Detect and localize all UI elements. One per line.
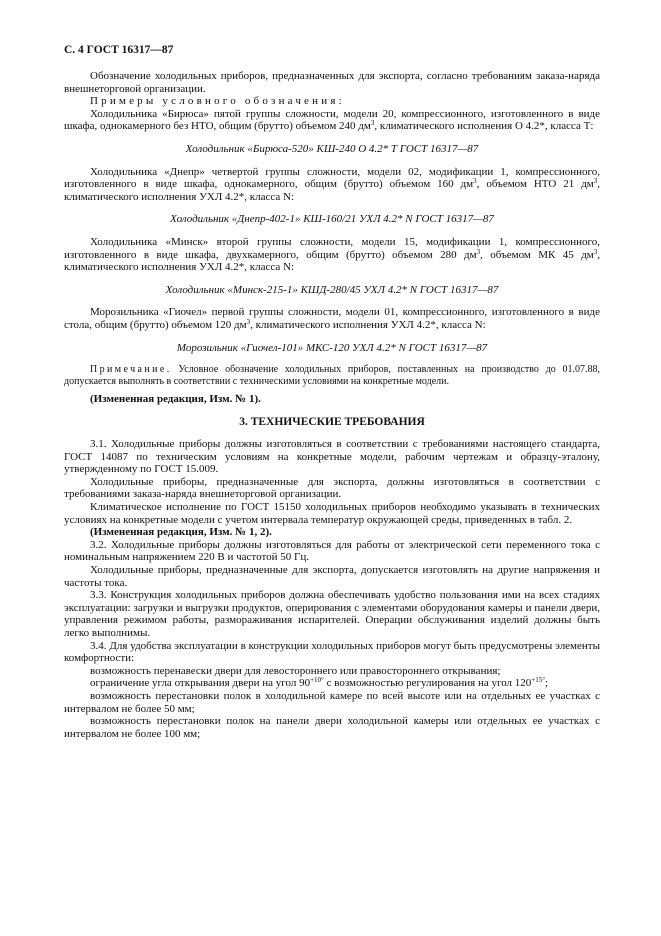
clause-3-1-export: Холодильные приборы, предназначенные для экспорта, должны изготовляться в соответствии с требованиями заказа-наряда внешнеторговой организации. <box>64 475 600 501</box>
example-2-designation: Холодильник «Днепр-402-1» КШ-160/21 УХЛ 4.2* N ГОСТ 16317—87 <box>170 213 494 226</box>
note-label: Примечание. <box>90 364 172 376</box>
example-1-text: Холодильника «Бирюса» пятой группы сложности, модели 20, компрессионного, изготовленного в виде шкафа, однокамерного без НТО, общим (брутто) объемом 240 $дм^3$, климатического исполнения О 4.2*, класса Т: <box>64 107 600 133</box>
clause-3-1: 3.1. Холодильные приборы должны изготовляться в соответствии с требованиями настоящего стандарта, ГОСТ 14087 по техническим условиям на конкретные модели, рабочим чертежам и образцу-эталону, утвержденному по ГОСТ 15.009. <box>64 438 600 476</box>
clause-3-1-climate: Климатическое исполнение по ГОСТ 15150 холодильных приборов необходимо указывать в технических условиях на конкретные модели с учетом интервала температур окружающей среды, приведенных в табл. 2. <box>64 501 600 526</box>
note-paragraph <box>64 364 600 387</box>
intro-paragraph: Обозначение холодильных приборов, предназначенных для экспорта, согласно требованиям заказа-наряда внешнеторговой организации. <box>64 70 600 95</box>
running-header: С. 4 ГОСТ 16317—87 <box>64 44 174 56</box>
example-2-text: Холодильника «Днепр» четвертой группы сложности, модели 02, модификации 1, компрессионного, изготовленного в виде шкафа, однокамерного, общим (брутто) объемом 160 $дм^3$, объемом НТО 21 $дм^3$, климатического исполнения УХЛ 4.2*, класса N: <box>64 165 601 203</box>
section-3-title: 3. ТЕХНИЧЕСКИЕ ТРЕБОВАНИЯ <box>239 415 425 428</box>
example-4-designation: Морозильник «Гиочел-101» МКС-120 УХЛ 4.2* N ГОСТ 16317—87 <box>176 341 488 354</box>
clause-3-3: 3.3. Конструкция холодильных приборов должна обеспечивать удобство пользования ими на всех стадиях эксплуатации: загрузки и выгрузки продуктов, оперирования с элементами оборудования камеры и панели двери, управления режимом работы, размораживания испарителей. Операции обслуживания изделий должны быть легко выполнимы. <box>64 589 600 639</box>
clause-3-2: 3.2. Холодильные приборы должны изготовляться для работы от электрической сети переменного тока с номинальным напряжением 220 В и частотой 50 Гц. <box>64 538 600 564</box>
example-4-text: Морозильника «Гиочел» первой группы сложности, модели 01, компрессионного, изготовленного в виде стола, общим (брутто) объемом 120 $дм^3$, климатического исполнения УХЛ 4.2*, класса N: <box>64 306 600 331</box>
revision-note-2: (Измененная редакция, Изм. № 1, 2). <box>90 526 272 539</box>
clause-3-4-shelves-chamber: возможность перестановки полок в холодильной камере по всей высоте или на отдельных ее участках с интервалом не более 50 мм; <box>64 689 600 715</box>
example-3-text: Холодильника «Минск» второй группы сложности, модели 15, модификации 1, компрессионного, изготовленного в виде шкафа, двухкамерного, общим (брутто) объемом 280 $дм^3$, объемом МК 45 $дм^3$, климатического исполнения УХЛ 4.2*, класса N: <box>64 235 601 274</box>
clause-3-4-door-rehang: возможность перенавески двери для левостороннего или правостороннего открывания; <box>90 664 501 677</box>
examples-heading: Примеры условного обозначения: <box>90 95 345 108</box>
clause-3-4: 3.4. Для удобства эксплуатации в конструкции холодильных приборов могут быть предусмотрены элементы комфортности: <box>64 639 600 665</box>
clause-3-4-door-angle: ограничение угла открывания двери на угол $90^{+10^\circ}$ с возможностью регулирования на угол $120^{+15^\circ}$; <box>90 676 549 690</box>
clause-3-2-export: Холодильные приборы, предназначенные для экспорта, допускается изготовлять на другие напряжения и частоты тока. <box>64 564 600 589</box>
note-text: Условное обозначение холодильных приборов, поставленных на производство до 01.07.88, допускается выполнять в соответствии с техническими условиями на конкретные модели. <box>64 364 601 387</box>
clause-3-4-shelves-door: возможность перестановки полок на панели двери холодильной камеры или отдельных ее участках с интервалом не более 100 мм; <box>64 715 600 740</box>
revision-note-1: (Измененная редакция, Изм. № 1). <box>90 392 261 405</box>
page-body <box>64 70 600 740</box>
example-1-designation: Холодильник «Бирюса-520» КШ-240 О 4.2* Т ГОСТ 16317—87 <box>185 142 479 155</box>
example-3-designation: Холодильник «Минск-215-1» КШД-280/45 УХЛ 4.2* N ГОСТ 16317—87 <box>165 283 499 296</box>
